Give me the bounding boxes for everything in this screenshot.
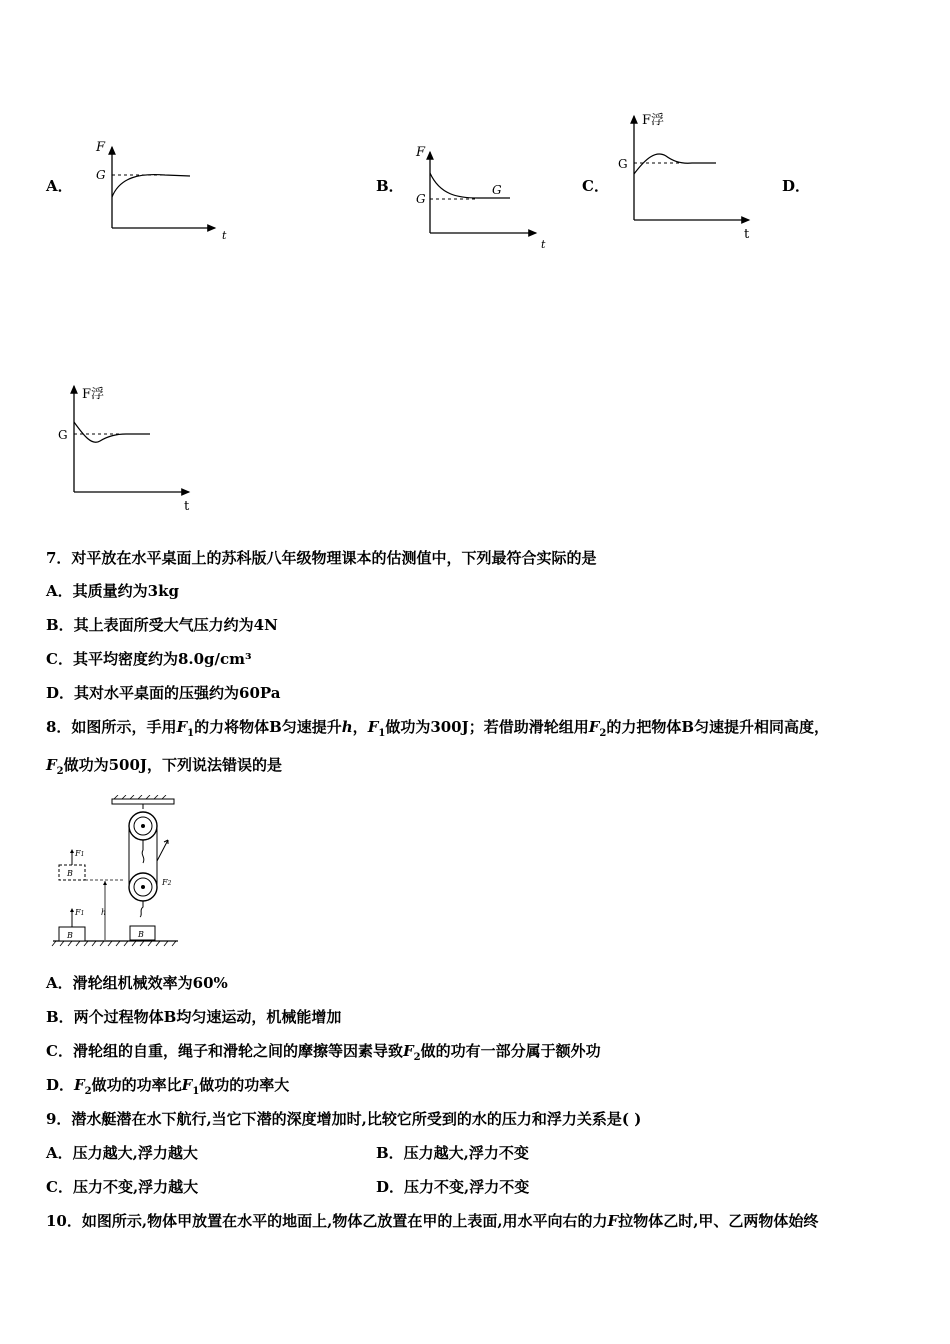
q7-option-a: A．其质量约为3kg (46, 582, 179, 600)
y-axis-label: F浮 (82, 387, 105, 402)
q7-option-d: D．其对水平桌面的压强约为60Pa (46, 684, 281, 702)
graph-c (612, 108, 762, 243)
g-label: G (618, 157, 628, 171)
question-7-stem: 7．对平放在水平桌面上的苏科版八年级物理课本的估测值中，下列最符合实际的是 (46, 549, 597, 567)
option-label-a: A． (46, 177, 73, 195)
buoyancy-curve (74, 422, 150, 442)
q8-option-a: A．滑轮组机械效率为60% (46, 974, 228, 992)
g-label-right: G (492, 183, 502, 197)
question-10-stem: 10．如图所示,物体甲放置在水平的地面上,物体乙放置在甲的上表面,用水平向右的力F拉物体乙时,甲、乙两物体始终 (46, 1212, 819, 1230)
f1-label-lower: F1 (75, 908, 85, 917)
y-axis-label: F浮 (642, 113, 665, 128)
g-label: G (58, 428, 68, 442)
f1-label-upper: F1 (75, 849, 85, 858)
q9-option-a: A．压力越大,浮力越大 (46, 1144, 198, 1162)
y-axis-label: F (96, 140, 106, 155)
question-8-stem-line1: 8．如图所示，手用$F_1$的力将物体B匀速提升h，$F_1$做功为300J；若借助滑轮组用$F_2$的力把物体B匀速提升相同高度， (46, 718, 830, 739)
svg-text:B: B (67, 869, 73, 878)
graph-a (90, 135, 230, 245)
g-label-left: G (416, 192, 426, 206)
g-label: G (96, 168, 106, 182)
option-label-b: B． (376, 177, 404, 195)
q8-option-c: C．滑轮组的自重，绳子和滑轮之间的摩擦等因素导致$F_2$做的功有一部分属于额外功 (46, 1042, 601, 1063)
q9-option-b: B．压力越大,浮力不变 (376, 1144, 529, 1162)
graph-b (408, 140, 558, 252)
question-9-stem: 9．潜水艇潜在水下航行,当它下潜的深度增加时,比较它所受到的水的压力和浮力关系是( ) (46, 1110, 642, 1128)
q8-option-b: B．两个过程物体B均匀速运动，机械能增加 (46, 1008, 342, 1026)
f2-rope (157, 840, 168, 861)
h-label: h (101, 908, 107, 917)
q7-option-c: C．其平均密度约为8.0g/cm³ (46, 650, 252, 668)
pulley-figure (50, 795, 185, 955)
q9-option-d: D．压力不变,浮力不变 (376, 1178, 530, 1196)
svg-text:B: B (138, 930, 144, 939)
y-axis-label: F (416, 145, 426, 160)
x-axis-label: t (222, 229, 227, 242)
svg-text:B: B (67, 931, 73, 940)
q7-option-b: B．其上表面所受大气压力约为4N (46, 616, 278, 634)
x-axis-label: t (744, 227, 750, 242)
buoyancy-curve (634, 154, 716, 174)
force-curve (112, 175, 190, 197)
graph-d (52, 378, 202, 513)
f2-label: F2 (162, 878, 172, 887)
option-label-d: D． (782, 177, 811, 195)
x-axis-label: t (541, 238, 546, 251)
x-axis-label: t (184, 499, 190, 513)
q9-option-c: C．压力不变,浮力越大 (46, 1178, 199, 1196)
q8-option-d: D．$F_2$做功的功率比$F_1$做功的功率大 (46, 1076, 290, 1097)
question-8-stem-line2: $F_2$做功为500J，下列说法错误的是 (46, 756, 283, 777)
option-label-c: C． (582, 177, 609, 195)
ceiling (112, 799, 174, 804)
